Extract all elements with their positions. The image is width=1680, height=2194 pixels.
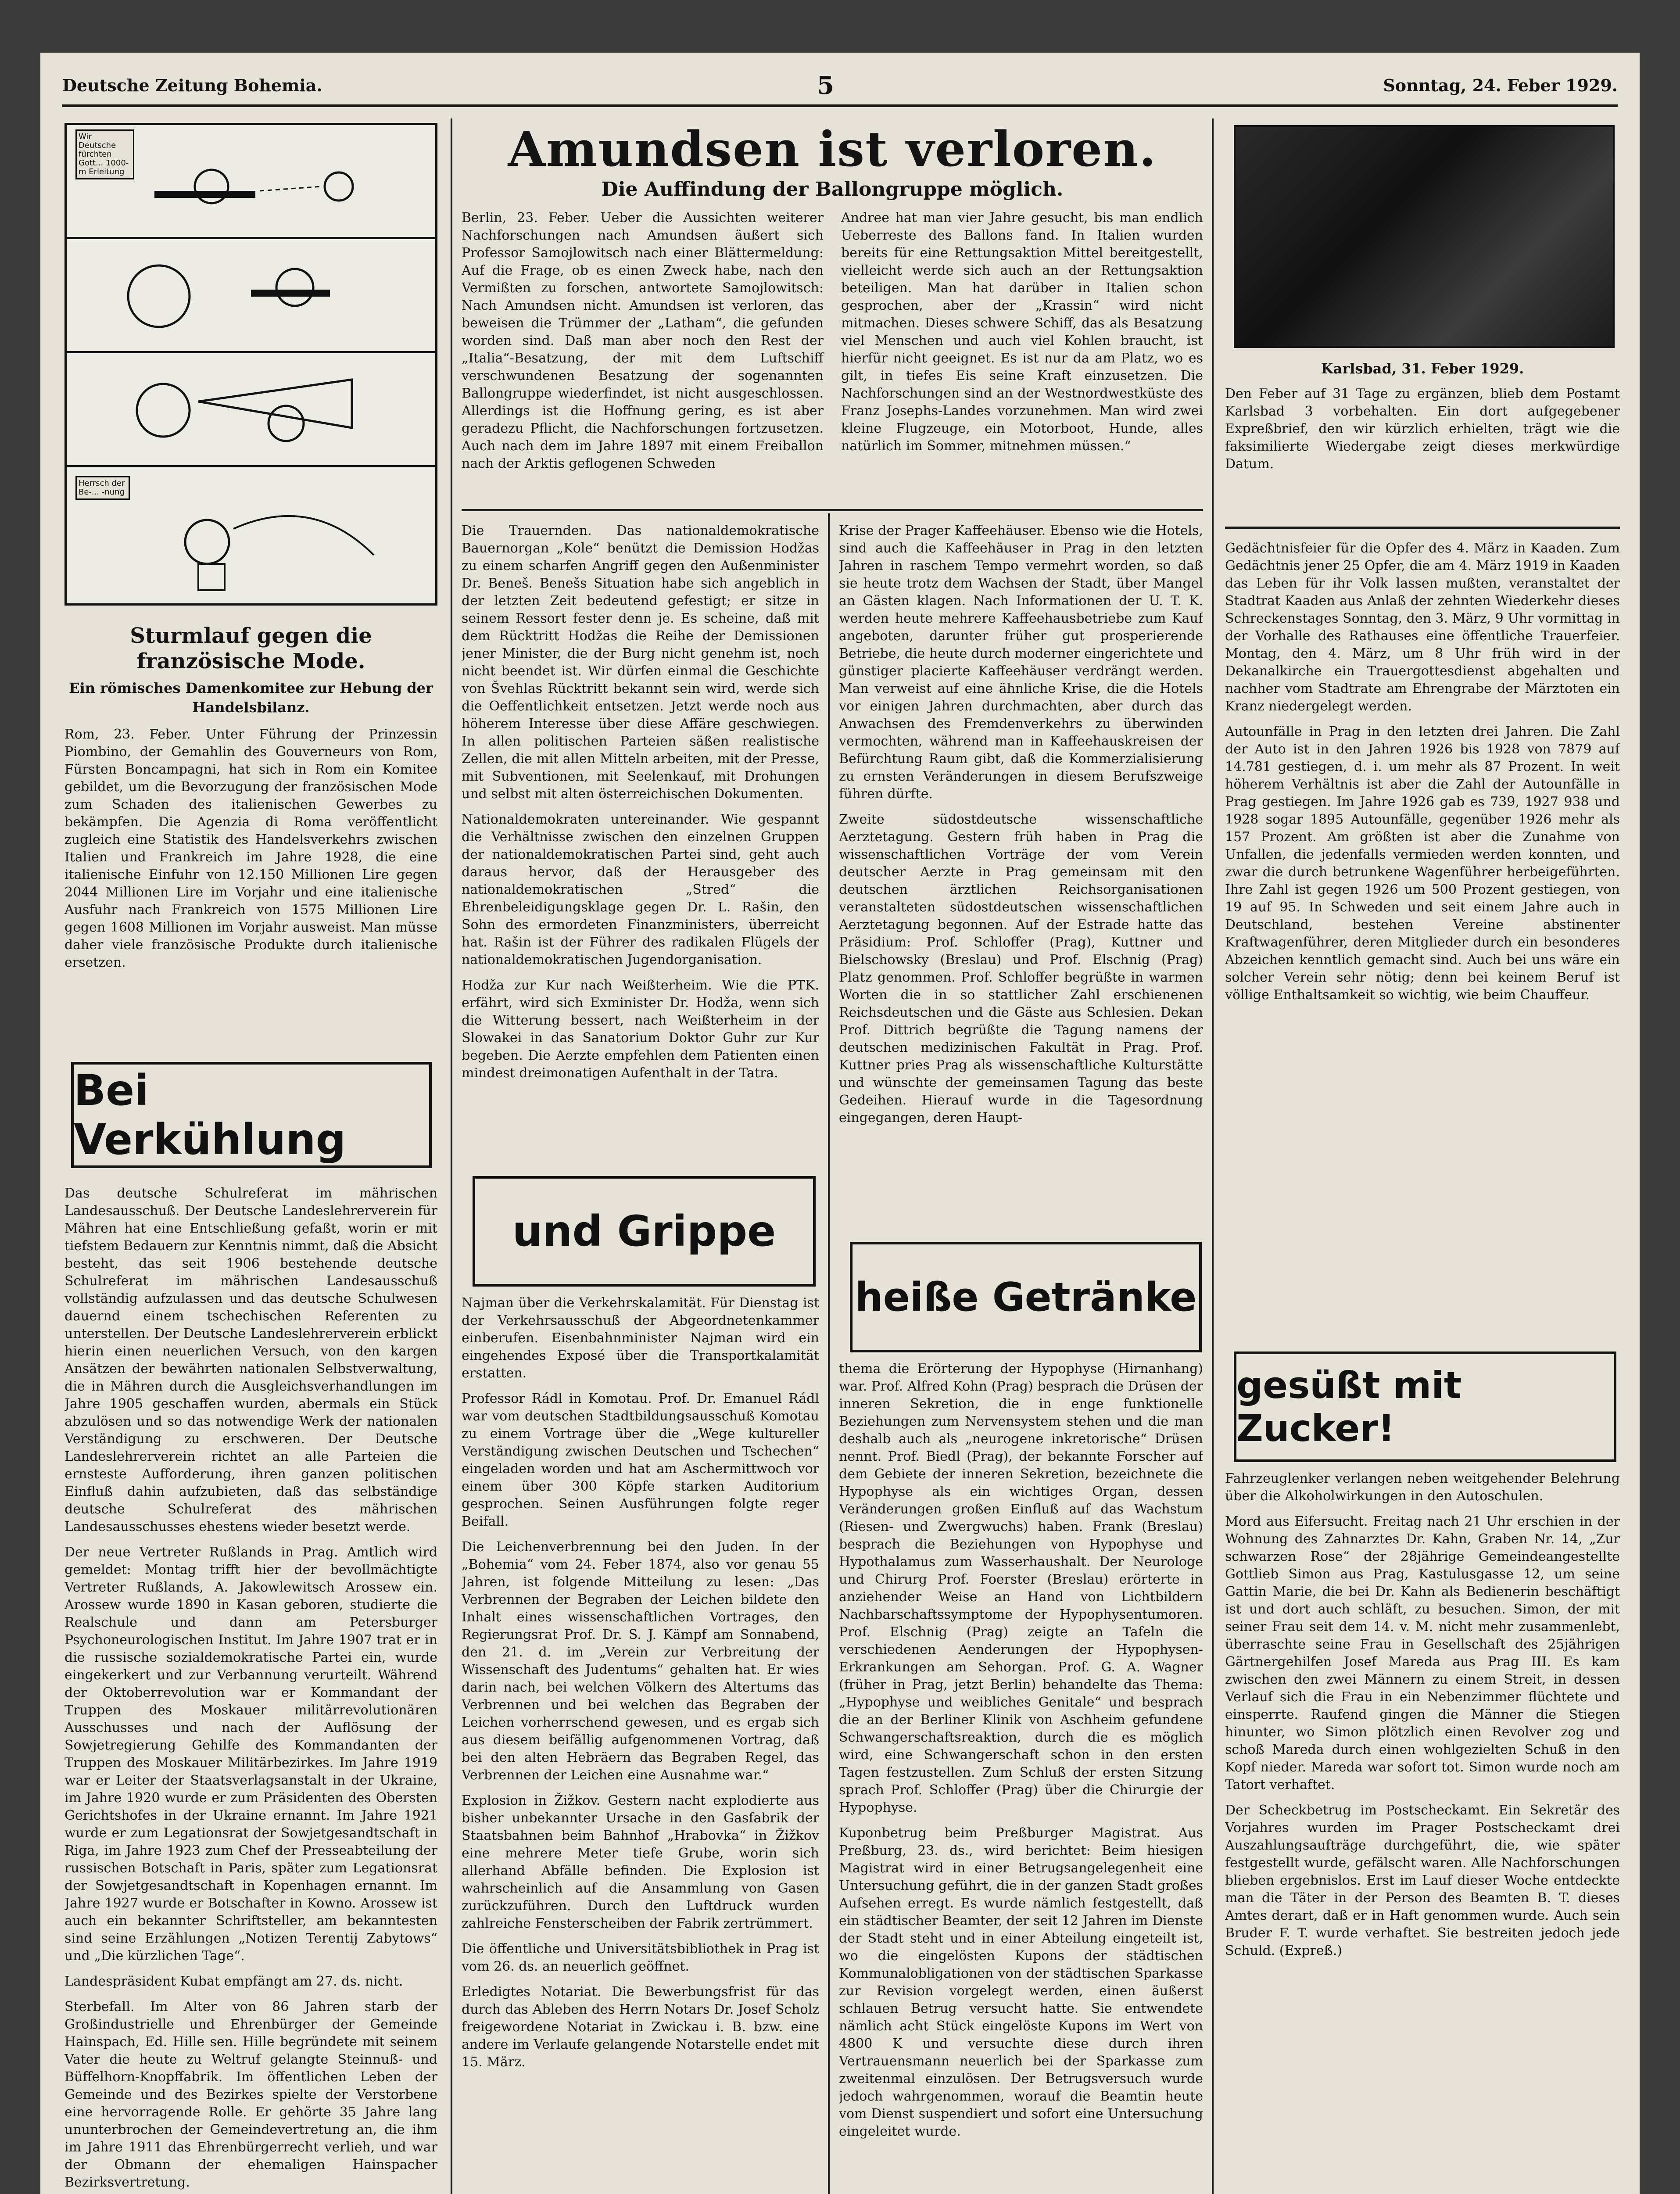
article-body: Berlin, 23. Feber. Ueber die Aussichten weiterer Nachforschungen nach Amundsen äußert sich Professor Samojlowitsch nach einer Blättermeldung: Auf die Frage, ob es einen Zweck habe, nach den Vermißten zu forschen, antwortete Samojlowitsch: Nach Amundsen nicht. Amundsen ist verloren, das beweisen die Trümmer der „Latham“, die gefunden worden sind. Daß man aber noch den Rest der „Italia“-Besatzung, der mit dem Luftschiff verschwundenen Besatzung der sogenannten Ballongruppe wiederfindet, ist nicht ausgeschlossen. Allerdings ist die Hoffnung gering, es ist aber geradezu Pflicht, die Nachforschungen fortzusetzen. Auch nach dem im Jahre 1897 mit einem Freiballon nach der Arktis geflogenen Schweden <box>462 210 824 471</box>
column-3-lower <box>839 1360 1203 2194</box>
article-body: Kuponbetrug beim Preßburger Magistrat. Aus Preßburg, 23. ds., wird berichtet: Beim hiesigen Magistrat wird in einer Betrugsangelegenheit eine Untersuchung geführt, die in der ganzen Stadt großes Aufsehen erregt. Es wurde nämlich festgestellt, daß ein städtischer Beamter, der seit 12 Jahren im Dienste der Stadt steht und in einer Abteilung eingeteilt ist, wo die eingelösten Kupons der städtischen Kommunalobligationen von der städtischen Sparkasse zur Revision vorgelegt werden, einen äußerst schlauen Betrug versucht hatte. Sie entwendete nämlich acht Stück eingelöste Kupons im Wert von 4800 K und versuchte diese durch ihren Vertrauensmann neuerlich bei der Sparkasse zum zweitenmal einzulösen. Der Betrugsversuch wurde jedoch wahrgenommen, worauf die Beamtin heute vom Dienst suspendiert und sofort eine Untersuchung eingeleitet wurde. <box>839 1825 1203 2139</box>
column-2-upper <box>462 522 819 1224</box>
article-body: Krise der Prager Kaffeehäuser. Ebenso wie die Hotels, sind auch die Kaffeehäuser in Prag in den letzten Jahren in raschem Tempo vermehrt worden, so daß sie heute trotz dem Wachsen der Stadt, über Mangel an Gästen klagen. Nach Informationen der U. T. K. werden heute mehrere Kaffeehausbetriebe zum Kauf angeboten, darunter früher gut prosperierende Betriebe, die heute durch moderner eingerichtete und günstiger placierte Kaffeehäuser verdrängt werden. Man verweist auf eine ähnliche Krise, die die Hotels vor einigen Jahren durchmachten, aber durch das Anwachsen des Fremdenverkehrs zu überwinden vermochten, während man in Kaffeehauskreisen der Befürchtung Raum gibt, daß die Kommerzialisierung zu ernsten Veränderungen in diesem Berufszweige führen dürfte. <box>839 523 1203 802</box>
cartoon-panel <box>67 239 435 353</box>
advertisement-zucker <box>1234 1352 1616 1462</box>
cartoon-panel <box>67 125 435 239</box>
lead-headline: Amundsen ist verloren. <box>508 123 1157 177</box>
cartoon-panel <box>67 467 435 599</box>
page-number: 5 <box>817 71 834 100</box>
section-rule <box>1225 527 1620 529</box>
column-rule <box>451 118 452 2194</box>
article-sturmlauf <box>64 623 437 1084</box>
advertisement-grippe <box>473 1176 816 1287</box>
column-rule <box>1212 118 1214 2194</box>
issue-date: Sonntag, 24. Feber 1929. <box>1383 75 1618 95</box>
article-body: Fahrzeuglenker verlangen neben weitgehender Belehrung über die Alkoholwirkungen in den Autoschulen. <box>1225 1471 1620 1504</box>
cartoon-panel <box>67 353 435 467</box>
column-1-lower <box>64 1185 437 2194</box>
header-rule <box>62 104 1618 107</box>
article-amundsen <box>462 123 1203 509</box>
ad-text: Bei Verkühlung <box>74 1066 346 1164</box>
article-headline: Sturmlauf gegen die französische Mode. <box>130 624 372 674</box>
article-body: Gedächtnisfeier für die Opfer des 4. März in Kaaden. Zum Gedächtnis jener 25 Opfer, die am 4. März 1919 in Kaaden das Leben für ihr Volk lassen mußten, veranstaltet der Stadtrat Kaaden aus Anlaß der zehnten Wiederkehr dieses Schreckenstages Sonntag, den 3. März, 9 Uhr vormittag in der Vorhalle des Rathauses eine öffentliche Trauerfeier. Montag, den 4. März, um 8 Uhr früh wird in der Dekanalkirche ein Trauergottesdienst abgehalten und nachher vom Stadtrate am Ehrengrabe der Märztoten ein Kranz niedergelegt werden. <box>1225 541 1620 714</box>
article-body: Andree hat man vier Jahre gesucht, bis man endlich Ueberreste des Ballons fand. In Italien wurden bereits für eine Rettungsaktion Mittel bereitgestellt, vielleicht werde sich auch an der Rettungsaktion beteiligen. Man hat darüber in Italien schon gesprochen, aber der „Krassin“ wird nicht mitmachen. Dieses schwere Schiff, das als Besatzung viel Menschen und auch viel Kohlen braucht, ist hierfür nicht geeignet. Es ist nur da am Platz, wo es gilt, in tiefes Eis seine Kraft einzusetzen. Die Nachforschungen sind an der Westnordwestküste des Franz Josephs-Landes vorzunehmen. Man wird zwei kleine Flugzeuge, ein Motorboot, Hunde, alles natürlich im Sommer, mitnehmen müssen.“ <box>841 210 1203 454</box>
cartoon-drawing <box>67 239 431 349</box>
lead-subheadline: Die Auffindung der Ballongruppe möglich. <box>601 178 1064 201</box>
article-body: Najman über die Verkehrskalamität. Für Dienstag ist der Verkehrsausschuß der Abgeordnetenkammer einberufen. Eisenbahnminister Najman wird ein eingehendes Exposé über die Transportkalamität erstatten. <box>462 1295 819 1381</box>
advertisement-getraenke <box>850 1242 1202 1352</box>
column-rule <box>828 513 830 2194</box>
masthead-name: Deutsche Zeitung Bohemia. <box>62 75 322 95</box>
article-body: Die Leichenverbrennung bei den Juden. In der „Bohemia“ vom 24. Feber 1874, also vor genau 55 Jahren, ist folgende Mitteilung zu lesen: „Das Verbrennen der Begraben der Leichen bildete den Inhalt eines wissenschaftlichen Vortrages, den Regierungsrat Prof. Dr. S. J. Kämpf am Sonnabend, den 21. d. im „Verein zur Verbreitung der Wissenschaft des Judentums“ gehalten hat. Er wies darin nach, bei welchen Völkern des Altertums das Verbrennen und bei welchen das Begraben der Leichen vorherrschend gewesen, und es ergab sich aus diesem beifällig aufgenommenen Vortrag, daß bei den alten Hebräern das Begraben Regel, das Verbrennen der Leichen eine Ausnahme war.“ <box>462 1539 819 1783</box>
cartoon-drawing <box>67 353 431 463</box>
cartoon-tag-sign: Herrsch der Be-... -nung <box>75 476 130 500</box>
ad-text: gesüßt mit Zucker! <box>1236 1364 1462 1450</box>
facsimile-photo <box>1234 125 1615 348</box>
article-body: Der neue Vertreter Rußlands in Prag. Amtlich wird gemeldet: Montag trifft hier der bevollmächtigte Vertreter Rußlands, A. Jakowlewitsch Arossew ein. Arossew wurde 1890 in Kasan geboren, studierte die Realschule und dann am Petersburger Psychoneurologischen Institut. Im Jahre 1907 trat er in die russische sozialdemokratische Partei ein, wurde eingekerkert und zur Verbannung verurteilt. Während der Oktoberrevolution war er Kommandant der Truppen des Moskauer militärrevolutionären Ausschusses und nach der Auflösung der Sowjetregierung Gehilfe des Kommandanten der Truppen des Moskauer Militärbezirkes. Im Jahre 1919 war er Leiter der Staatsverlagsanstalt in der Ukraine, im Jahre 1920 wurde er zum Präsidenten des Obersten Gerichtshofes in der Ukraine ernannt. Im Jahre 1921 wurde er zum Legationsrat der Sowjetgesandtschaft in Riga, im Jahre 1923 zum Chef der Presseabteilung der russischen Botschaft in Paris, später zum Legationsrat der Sowjetgesandtschaft in Kopenhagen ernannt. Im Jahre 1927 wurde er Botschafter in Kowno. Arossew ist auch ein bekannter Schriftsteller, am bekanntesten sind seine Erzählungen „Notizen Terentij Zabytows“ und „Die kürzlichen Tage“. <box>64 1545 437 1964</box>
photo-caption <box>1225 360 1620 527</box>
section-rule <box>462 509 1203 511</box>
column-4-upper <box>1225 540 1620 1338</box>
caption-title: Karlsbad, 31. Feber 1929. <box>1321 360 1524 377</box>
article-body: Die öffentliche und Universitätsbibliothek in Prag ist vom 26. ds. an neuerlich geöffnet. <box>462 1941 819 1974</box>
running-header <box>62 71 1618 102</box>
article-body: Sterbefall. Im Alter von 86 Jahren starb der Großindustrielle und Ehrenbürger der Gemeinde Hainspach, Ed. Hille sen. Hille begründete mit seinem Vater die heute zu Weltruf gelangte Steinnuß- und Büffelhorn-Knopffabrik. Im öffentlichen Leben der Gemeinde und des Bezirkes spielte der Verstorbene eine hervorragende Rolle. Er gehörte 35 Jahre lang ununterbrochen der Gemeindevertretung an, die ihm im Jahre 1911 das Ehrenbürgerrecht verlieh, und war der Obmann der ehemaligen Hainspacher Bezirksvertretung. <box>64 1999 437 2190</box>
cartoon-strip <box>64 123 437 606</box>
article-body: Autounfälle in Prag in den letzten drei Jahren. Die Zahl der Auto ist in den Jahren 1926 bis 1928 von 7879 auf 14.781 gestiegen, d. i. um mehr als 87 Prozent. In weit höherem Verhältnis ist aber die Zahl der Autounfälle in Prag gestiegen. Im Jahre 1926 gab es 739, 1927 938 und 1928 sogar 1895 Autounfälle, gegenüber 1926 mehr als 157 Prozent. Am größten ist aber die Zunahme von Unfallen, die jedenfalls vermieden werden konnten, und zwar die durch betrunkene Wagenführer herbeigeführten. Ihre Zahl ist gegen 1926 um 500 Prozent gestiegen, von 19 auf 95. In Schweden und seit einem Jahre auch in Deutschland, bestehen Vereine abstinenter Kraftwagenführer, deren Mitglieder durch ein besonderes Abzeichen kenntlich gemacht sind. Auch bei uns wäre ein solcher Verein sehr nötig; denn bei keinem Beruf ist völlige Enthaltsamkeit so wichtig, wie beim Chauffeur. <box>1225 724 1620 1003</box>
article-body: Explosion in Žižkov. Gestern nacht explodierte aus bisher unbekannter Ursache in den Gasfabrik der Staatsbahnen beim Bahnhof „Hrabovka“ in Žižkov eine mehrere Meter tiefe Grube, worin sich allerhand Abfälle befinden. Die Explosion ist wahrscheinlich auf die Ansammlung von Gasen zurückzuführen. Durch den Luftdruck wurden zahlreiche Fensterscheiben der Fabrik zertrümmert. <box>462 1793 819 1931</box>
ad-text: heiße Getränke <box>855 1274 1197 1320</box>
article-body: Die Trauernden. Das nationaldemokratische Bauernorgan „Kole“ benützt die Demission Hodžas zu einem scharfen Angriff gegen den Außenminister Dr. Beneš. Benešs Situation habe sich angeblich in der letzten Zeit bedeutend gefestigt; er sitze in seinem Ressort fester denn je. Es scheine, daß mit dem Rücktritt Hodžas die Reihe der Demissionen jener Minister, die der Burg nicht genehm ist, noch nicht beendet ist. Wir dürfen einmal die Geschichte von Švehlas Rücktritt bekannt sein wird, werde sich die Oeffentlichkeit entsetzen. Jetzt werde noch aus höherem Interesse über diese Affäre geschwiegen. In allen politischen Parteien säßen realistische Zellen, die mit allen Mitteln arbeiten, mit der Presse, mit Subventionen, mit Seelenkauf, mit Drohungen und selbst mit alten österreichischen Dokumenten. <box>462 523 819 802</box>
article-body: Hodža zur Kur nach Weißterheim. Wie die PTK. erfährt, wird sich Exminister Dr. Hodža, wenn sich die Witterung bessert, nach Weißterheim in der Slowakei in das Sanatorium Doktor Guhr zur Kur begeben. Die Aerzte empfehlen dem Patienten einen mindest dreimonatigen Aufenthalt in der Tatra. <box>462 978 819 1081</box>
column-2-lower <box>462 1294 819 2194</box>
article-body: Nationaldemokraten untereinander. Wie gespannt die Verhältnisse zwischen den einzelnen Gruppen der nationaldemokratischen Partei sind, geht auch daraus hervor, daß der Herausgeber des nationaldemokratischen „Stred“ die Ehrenbeleidigungsklage gegen Dr. L. Rašin, den Sohn des ermordeten Finanzministers, überreicht hat. Rašin ist der Führer des radikalen Flügels der nationaldemokratischen Jugendorganisation. <box>462 812 819 968</box>
article-body: Erledigtes Notariat. Die Bewerbungsfrist für das durch das Ableben des Herrn Notars Dr. Josef Scholz freigewordene Notariat in Zwickau i. B. bzw. eine andere im Verlaufe gelangende Notarstelle endet mit 15. März. <box>462 1984 819 2070</box>
article-body: Rom, 23. Feber. Unter Führung der Prinzessin Piombino, der Gemahlin des Gouverneurs von Rom, Fürsten Boncampagni, hat sich in Rom ein Komitee gebildet, um die Bevorzugung der französischen Mode zum Schaden des italienischen Gewerbes zu bekämpfen. Die Agenzia di Roma veröffentlicht zugleich eine Statistik des Handelsverkehrs zwischen Italien und Frankreich im Jahre 1928, die eine italienische Einfuhr von 12.150 Millionen Lire gegen 2044 Millionen Lire im Vorjahr und eine italienische Ausfuhr nach Frankreich von 1575 Millionen Lire gegen 1608 Millionen im Vorjahr ausweist. Man müsse daher viele französische Produkte durch italienische ersetzen. <box>64 727 437 970</box>
article-body: Der Scheckbetrug im Postscheckamt. Ein Sekretär des Vorjahres wurden im Prager Postscheckamt drei Auszahlungsaufträge durchgeführt, die, wie später festgestellt wurde, gefälscht waren. Alle Nachforschungen blieben ergebnislos. Erst im Lauf dieser Woche entdeckte man die Täter in der Person des Beamten B. T. dieses Amtes derart, daß er in Haft genommen wurde. Auch sein Bruder F. T. wurde verhaftet. Sie bestreiten jedoch jede Schuld. (Expreß.) <box>1225 1803 1620 1958</box>
advertisement-verkuehlung <box>71 1062 432 1168</box>
article-body: Das deutsche Schulreferat im mährischen Landesausschuß. Der Deutsche Landeslehrerverein für Mähren hat eine Entschließung gefaßt, worin er mit tiefstem Bedauern zur Kenntnis nimmt, daß die Absicht besteht, das seit 1906 bestehende deutsche Schulreferat im mährischen Landesausschuß vollständig aufzulassen und das deutsche Schulwesen dauernd einem tschechischen Referenten zu unterstellen. Der Deutsche Landeslehrerverein erblickt hierin einen neuerlichen Versuch, von den kargen Ansätzen der bewährten nationalen Selbstverwaltung, die in Mähren durch die Ausgleichsverhandlungen im Jahre 1905 geschaffen wurden, abermals ein Stück abzulösen und so das notwendige Werk der nationalen Verständigung zu erschweren. Der Deutsche Landeslehrerverein richtet an alle Parteien die ernsteste Aufforderung, ihren ganzen politischen Einfluß dahin aufzubieten, daß das selbständige deutsche Schulreferat des mährischen Landesausschusses ehestens wieder besetzt werde. <box>64 1186 437 1534</box>
article-body: Landespräsident Kubat empfängt am 27. ds. nicht. <box>64 1974 403 1989</box>
article-body: Mord aus Eifersucht. Freitag nach 21 Uhr erschien in der Wohnung des Zahnarztes Dr. Kahn, Graben Nr. 14, „Zur schwarzen Rose“ der 28jährige Gemeindeangestellte Gottlieb Simon aus Prag, Kastulusgasse 12, um seine Gattin Marie, die bei Dr. Kahn als Bedienerin beschäftigt ist und dort auch schläft, zu besuchen. Simon, der mit seiner Frau seit dem 14. v. M. nicht mehr zusammenlebt, überraschte seine Frau in Gesellschaft des 25jährigen Gärtnergehilfen Josef Mareda aus Prag III. Es kam zwischen den zwei Männern zu einem Streit, in dessen Verlauf sich die Frau in ein Nebenzimmer flüchtete und einsperrte. Raufend gingen die Männer die Stiegen hinunter, wo Simon plötzlich einen Revolver zog und schoß Mareda durch einen wohlgezielten Schuß in den Kopf nieder. Mareda war sofort tot. Simon wurde noch am Tatort verhaftet. <box>1225 1514 1620 1792</box>
cartoon-tag-sign: Wir Deutsche fürchten Gott... 1000-m Erleitung <box>75 129 134 179</box>
caption-text: Den Feber auf 31 Tage zu ergänzen, blieb dem Postamt Karlsbad 3 vorbehalten. Ein dort aufgegebener Expreßbrief, den wir kürzlich erhielten, trägt wie die faksimilierte Wiedergabe zeigt dieses merkwürdige Datum. <box>1225 386 1620 472</box>
column-3-upper <box>839 522 1203 1299</box>
article-subheadline: Ein römisches Damenkomitee zur Hebung der Handelsbilanz. <box>69 680 433 716</box>
ad-text: und Grippe <box>512 1207 776 1256</box>
newspaper-page <box>40 53 1640 2194</box>
column-4-lower <box>1225 1470 1620 2194</box>
article-body: Professor Rádl in Komotau. Prof. Dr. Emanuel Rádl war vom deutschen Stadtbildungsausschuß Komotau zu einem Vortrage über die „Wege kultureller Verständigung zwischen Deutschen und Tschechen“ eingeladen worden und hat am Aschermittwoch vor einem über 300 Köpfe starken Auditorium gesprochen. Seinen Ausführungen folgte reger Beifall. <box>462 1391 819 1529</box>
article-body: thema die Erörterung der Hypophyse (Hirnanhang) war. Prof. Alfred Kohn (Prag) besprach die Drüsen der inneren Sekretion, die in enge funktionelle Beziehungen zum Nervensystem stehen und die man deshalb auch als „neurogene inkretorische“ Drüsen nennt. Prof. Biedl (Prag), der bekannte Forscher auf dem Gebiete der inneren Sekretion, bezeichnete die Hypophyse als ein wichtiges Organ, dessen Veränderungen großen Einfluß auf das Wachstum (Riesen- und Zwergwuchs) haben. Frank (Breslau) besprach die Beziehungen von Hypophyse und Hypothalamus zum Wasserhaushalt. Der Neurologe und Chirurg Prof. Foerster (Breslau) erörterte in anziehender Weise an Hand von Lichtbildern Nachbarschaftssymptome der Hypophysentumoren. Prof. Elschnig (Prag) zeigte an Tafeln die verschiedenen Aenderungen der Hypophysen-Erkrankungen am Sehorgan. Prof. G. A. Wagner (früher in Prag, jetzt Berlin) behandelte das Thema: „Hypophyse und weibliches Genitale“ und besprach die an der Berliner Klinik von Aschheim gefundene Schwangerschaftsreaktion, durch die es möglich wird, eine Schwangerschaft schon in den ersten Tagen festzustellen. Zum Schluß der ersten Sitzung sprach Prof. Schloffer (Prag) über die Chirurgie der Hypophyse. <box>839 1361 1203 1815</box>
article-body: Zweite südostdeutsche wissenschaftliche Aerztetagung. Gestern früh haben in Prag die wissenschaftlichen Vorträge der vom Verein deutscher Aerzte in Prag gemeinsam mit den deutschen ärztlichen Reichsorganisationen veranstalteten südostdeutschen wissenschaftlichen Aerztetagung begonnen. Auf der Estrade hatte das Präsidium: Prof. Schloffer (Prag), Kuttner und Bielschowsky (Breslau) und Prof. Elschnig (Prag) Platz genommen. Prof. Schloffer begrüßte in warmen Worten die in so stattlicher Zahl erschienenen Reichsdeutschen und die Gäste aus Schlesien. Dekan Prof. Dittrich begrüßte die Tagung namens der deutschen medizinischen Fakultät in Prag. Prof. Kuttner pries Prag als wissenschaftliche Kulturstätte und wünschte der gemeinsamen Tagung das beste Gedeihen. Hierauf wurde in die Tagesordnung eingegangen, deren Haupt- <box>839 812 1203 1126</box>
